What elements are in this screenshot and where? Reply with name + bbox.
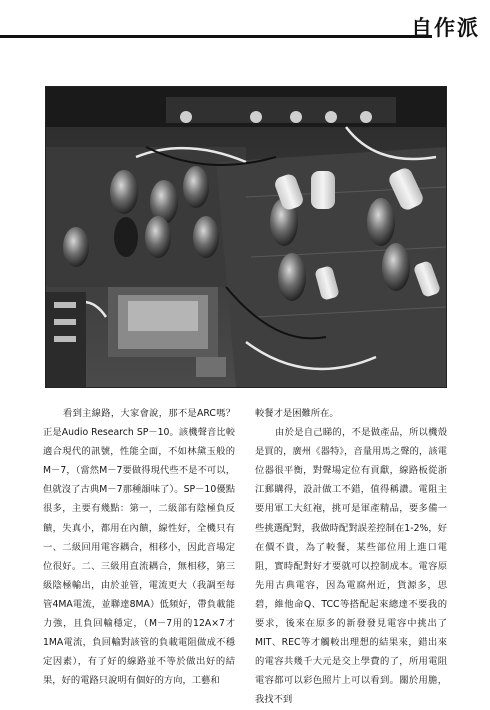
amplifier-chassis-photo — [45, 86, 447, 388]
paragraph: 看到主線路，大家會說，那不是ARC嗎？正是Audio Research SP－10。該機聲音比較適合現代的訊號，性能全面，不如林黛玉般的M－7，（當然M－7要做得現代些不是不可以，但就沒了古典M－7那種韻味了）。SP－10優點很多，主要有幾點：第一，二級部有陰極負反饋，失真小，都用在內饋，線性好，全機只有一、二級回用電容耦合，相移小，因此音場定位很好。二、三級用直流耦合，無相移，第三級陰極輸出，由於並管，電流更大（我調至每管4MA電流，並聯達8MA）低頻好，帶負載能力強，且負回輸穩定，（M－7用的12A×7才1MA電流，負回輸對該管的負載電阻做成不穩定因素），有了好的線路並不等於做出好的結果，好的電路只說明有個好的方向，工藝和 — [43, 408, 235, 687]
page-header — [0, 0, 490, 44]
section-title: 自作派 — [411, 16, 480, 40]
paragraph: 較餐才是困難所在。 — [255, 408, 339, 419]
amplifier-chassis-photo-icon — [46, 87, 446, 387]
paragraph: 由於是自己睇的，不是做產品，所以機殼是買的，廣州《器特》，音量用馬之聲的，該電位器很平衡，對聲場定位有貢獻，線路板從浙江郵購得，設計做工不錯，值得稱讚。電阻主要用軍工大紅袍，挑可是軍產精品，要多備一些挑選配對，我做時配對誤差控制在1-2%，好在價不貴，為了較餐，某些部位用上進口電阻，實時配對好才要就可以控制成本。電容原先用古典電容，因為電腐州近，貨源多，思碧，維他命Q、TCC等搭配起來總達不要我的要求，後來在原多的新發發見電容中挑出了MIT、REC等才觸較出理想的結果來，錯出來的電容共幾千大元是交上學費的了，所用電阻電容都可以彩色照片上可以看到。關於用膽，我找不到 — [255, 427, 447, 706]
header-rule — [0, 35, 432, 38]
article-column-left — [43, 404, 235, 690]
article-column-right — [255, 404, 447, 710]
